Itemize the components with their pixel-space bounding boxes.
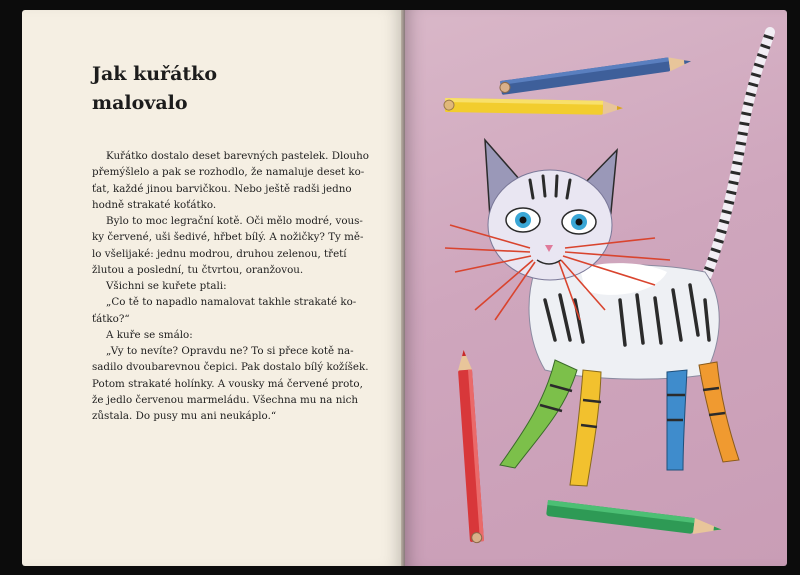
- left-page: [22, 10, 402, 566]
- text-line: že jedlo červenou marmeládu. Všechna mu na nich: [92, 393, 359, 406]
- cat-tail: [705, 32, 770, 280]
- green-pencil-icon: [546, 500, 723, 537]
- text-line: hodně strakaté koťátko.: [92, 198, 217, 211]
- text-line: „Co tě to napadlo namalovat takhle strakaté ko-: [106, 296, 357, 309]
- yellow-pencil-icon: [444, 98, 623, 115]
- blue-pencil-icon: [499, 54, 692, 95]
- cat-eye-left: [506, 208, 540, 232]
- text-line: zůstala. Do pusy mu ani neukáplo.“: [92, 410, 277, 422]
- story-title-line-2: malovalo: [92, 92, 188, 114]
- text-line: sadilo dvoubarevnou čepici. Pak dostalo bílý kožíšek.: [92, 361, 369, 374]
- story-text: [92, 148, 382, 424]
- text-line: žlutou a poslední, tu čtvrtou, oranžovou.: [92, 263, 304, 276]
- text-line: Bylo to moc legrační kotě. Oči mělo modré, vous-: [106, 215, 363, 227]
- right-page-illustration: [405, 10, 787, 566]
- text-line: A kuře se smálo:: [106, 328, 193, 341]
- text-line: Kuřátko dostalo deset barevných pastelek. Dlouho: [106, 150, 369, 162]
- text-line: Všichni se kuřete ptali:: [106, 280, 227, 292]
- story-title: [92, 60, 372, 118]
- red-pencil-icon: [457, 350, 484, 544]
- text-line: Potom strakaté holínky. A vousky má červené proto,: [92, 377, 363, 390]
- text-line: ky červené, uši šedivé, hřbet bílý. A nožičky? Ty mě-: [92, 231, 364, 244]
- text-line: lo všelijaké: jednu modrou, druhou zelenou, třetí: [92, 247, 347, 260]
- text-line: přemýšlelo a pak se rozhodlo, že namaluje deset ko-: [92, 166, 365, 179]
- story-title-line-1: Jak kuřátko: [92, 63, 217, 85]
- text-line: „Vy to nevíte? Opravdu ne? To si přece kotě na-: [106, 345, 354, 357]
- text-line: ťat, každé jinou barvičkou. Nebo ještě radši jedno: [92, 182, 352, 195]
- text-line: ťátko?“: [92, 312, 130, 325]
- cat-eye-right: [562, 210, 596, 234]
- cat-illustration: [405, 10, 787, 566]
